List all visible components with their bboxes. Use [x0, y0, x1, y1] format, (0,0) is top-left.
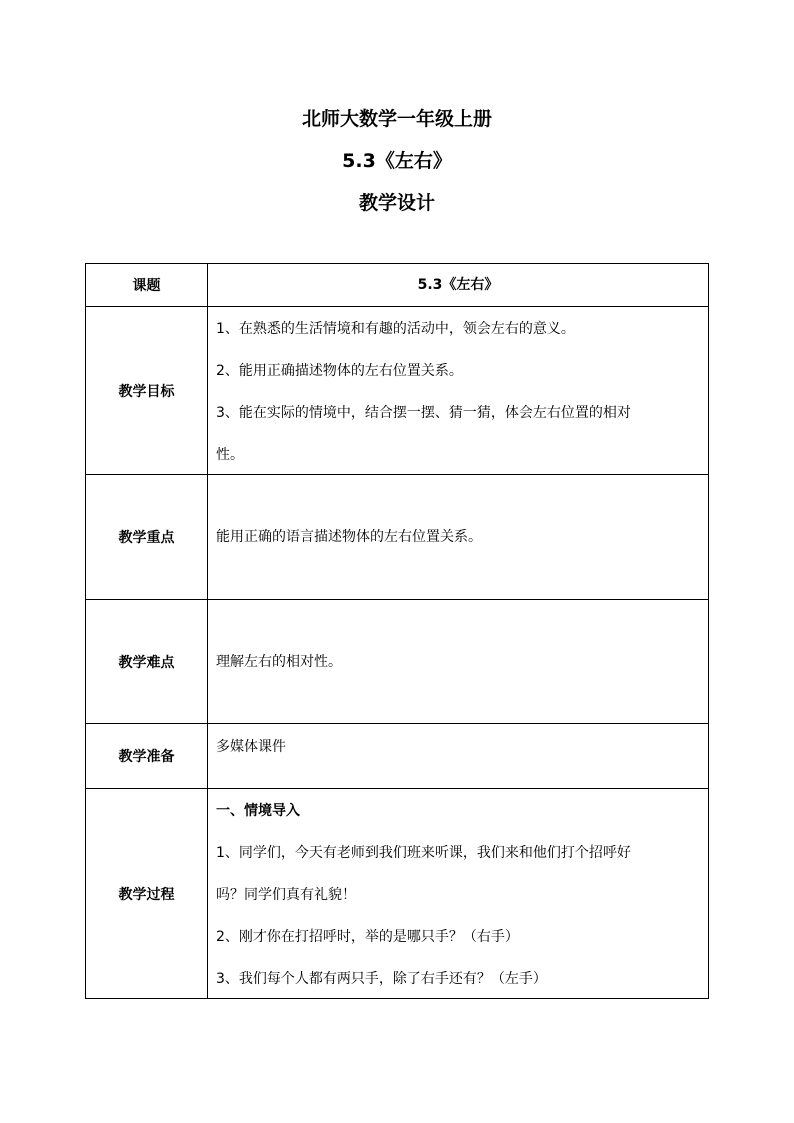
goal-item: 性。 [216, 447, 244, 463]
key-points-value [208, 475, 709, 600]
difficulty-label: 教学难点 [86, 600, 208, 724]
document-subtitle: 教学设计 [358, 192, 435, 214]
process-item: 3、我们每个人都有两只手，除了右手还有？（左手） [216, 971, 547, 987]
goals-cell [208, 307, 709, 475]
topic-label: 课题 [86, 264, 208, 307]
table-row-key-points [86, 475, 709, 600]
preparation-label: 教学准备 [86, 724, 208, 789]
process-item: 1、同学们，今天有老师到我们班来听课，我们来和他们打个招呼好 [216, 845, 631, 861]
table-row-preparation [86, 724, 709, 789]
preparation-text: 多媒体课件 [216, 739, 286, 755]
table-row-difficulty [86, 600, 709, 724]
table-row-process [86, 789, 709, 999]
document-title: 北师大数学一年级上册 [301, 108, 492, 130]
preparation-value [208, 724, 709, 789]
process-section-heading: 一、情境导入 [216, 803, 300, 819]
process-cell [208, 789, 709, 999]
process-item: 吗？同学们真有礼貌！ [216, 887, 356, 903]
goals-label: 教学目标 [86, 307, 208, 475]
key-points-text: 能用正确的语言描述物体的左右位置关系。 [216, 529, 482, 545]
process-label: 教学过程 [86, 789, 208, 999]
process-item: 2、刚才你在打招呼时，举的是哪只手？（右手） [216, 929, 519, 945]
lesson-title: 5.3《左右》 [342, 150, 452, 172]
goal-item: 3、能在实际的情境中，结合摆一摆、猜一猜，体会左右位置的相对 [216, 405, 631, 421]
goal-item: 2、能用正确描述物体的左右位置关系。 [216, 363, 463, 379]
difficulty-text: 理解左右的相对性。 [216, 653, 342, 670]
table-row-topic [86, 264, 709, 307]
difficulty-value [208, 600, 709, 724]
key-points-label: 教学重点 [86, 475, 208, 600]
lesson-plan-table [85, 263, 709, 999]
table-row-goals [86, 307, 709, 475]
topic-value: 5.3《左右》 [208, 264, 709, 307]
goal-item: 1、在熟悉的生活情境和有趣的活动中，领会左右的意义。 [216, 321, 575, 337]
